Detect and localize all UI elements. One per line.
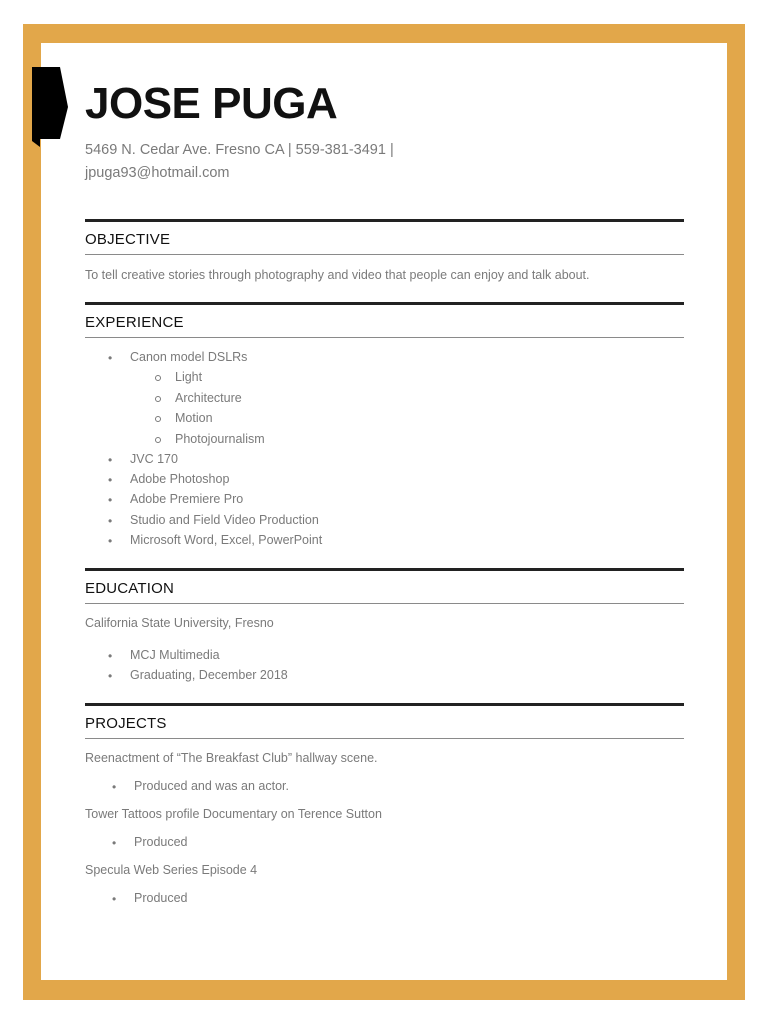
header-tag-shape <box>32 67 68 147</box>
contact-email: jpuga93@hotmail.com <box>85 165 230 181</box>
experience-item: Microsoft Word, Excel, PowerPoint <box>130 533 323 547</box>
objective-section <box>85 219 684 255</box>
objective-text: To tell creative stories through photography and video that people can enjoy and talk about. <box>85 268 590 282</box>
bullet-icon: • <box>108 649 113 663</box>
bullet-icon: • <box>108 453 113 467</box>
project-detail: Produced <box>134 835 188 849</box>
sub-bullet-icon <box>155 396 161 402</box>
contact-info <box>85 139 485 185</box>
sub-bullet-icon <box>155 416 161 422</box>
project-detail: Produced <box>134 891 188 905</box>
sub-bullet-icon <box>155 437 161 443</box>
experience-subitem: Architecture <box>175 391 242 405</box>
bullet-icon: • <box>108 514 113 528</box>
project-detail: Produced and was an actor. <box>134 779 289 793</box>
bullet-icon: • <box>108 534 113 548</box>
experience-item: Studio and Field Video Production <box>130 513 319 527</box>
bullet-icon: • <box>108 493 113 507</box>
resume-name: JOSE PUGA <box>85 79 338 128</box>
bullet-icon: • <box>112 892 117 906</box>
experience-subitem: Light <box>175 370 203 384</box>
contact-address-phone: 5469 N. Cedar Ave. Fresno CA | 559-381-3491 | <box>85 142 394 158</box>
education-section <box>85 568 684 604</box>
experience-subitem: Photojournalism <box>175 432 265 446</box>
experience-heading: EXPERIENCE <box>85 305 684 338</box>
project-name: Reenactment of “The Breakfast Club” hallway scene. <box>85 751 378 765</box>
bullet-icon: • <box>112 780 117 794</box>
sub-bullet-icon <box>155 375 161 381</box>
education-item: Graduating, December 2018 <box>130 668 288 682</box>
education-heading: EDUCATION <box>85 571 684 604</box>
experience-subitem: Motion <box>175 411 213 425</box>
bullet-icon: • <box>108 351 113 365</box>
bullet-icon: • <box>108 473 113 487</box>
experience-item: JVC 170 <box>130 452 178 466</box>
experience-item: Adobe Premiere Pro <box>130 492 244 506</box>
experience-item: Canon model DSLRs <box>130 350 248 364</box>
project-name: Specula Web Series Episode 4 <box>85 863 258 877</box>
bullet-icon: • <box>108 669 113 683</box>
project-name: Tower Tattoos profile Documentary on Terence Sutton <box>85 807 382 821</box>
experience-section <box>85 302 684 338</box>
education-school: California State University, Fresno <box>85 616 274 630</box>
bullet-icon: • <box>112 836 117 850</box>
objective-heading: OBJECTIVE <box>85 222 684 255</box>
projects-heading: PROJECTS <box>85 706 684 739</box>
education-item: MCJ Multimedia <box>130 648 220 662</box>
projects-section <box>85 703 684 739</box>
experience-item: Adobe Photoshop <box>130 472 230 486</box>
